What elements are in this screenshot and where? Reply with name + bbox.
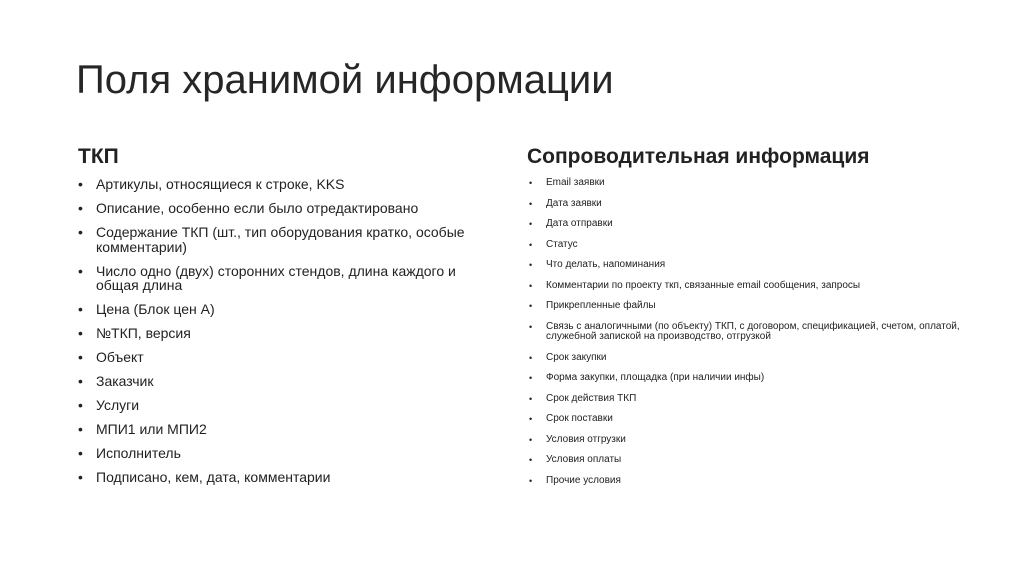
list-item: • Артикулы, относящиеся к строке, KKS xyxy=(78,177,498,192)
list-item: • Исполнитель xyxy=(78,446,498,461)
slide-title: Поля хранимой информации xyxy=(76,58,614,102)
list-item: • Прикрепленные файлы xyxy=(529,301,969,312)
list-item: • Услуги xyxy=(78,398,498,413)
list-item: • Условия оплаты xyxy=(529,455,969,466)
left-bullet-list xyxy=(78,177,498,494)
list-item: • Дата отправки xyxy=(529,219,969,230)
list-item: • Форма закупки, площадка (при наличии инфы) xyxy=(529,373,969,384)
list-item: • Срок поставки xyxy=(529,414,969,425)
right-heading: Сопроводительная информация xyxy=(527,145,870,168)
left-heading: ТКП xyxy=(78,145,119,168)
list-item: • Цена (Блок цен А) xyxy=(78,302,498,317)
list-item: • Подписано, кем, дата, комментарии xyxy=(78,470,498,485)
list-item: • Связь с аналогичными (по объекту) ТКП, с договором, спецификацией, счетом, оплатой, служебной запиской на производство, отгрузкой xyxy=(529,322,969,343)
list-item: • МПИ1 или МПИ2 xyxy=(78,422,498,437)
list-item: • Дата заявки xyxy=(529,199,969,210)
list-item: • Содержание ТКП (шт., тип оборудования кратко, особые комментарии) xyxy=(78,225,498,254)
list-item: • Срок закупки xyxy=(529,353,969,364)
list-item: • Описание, особенно если было отредактировано xyxy=(78,201,498,216)
list-item: • Условия отгрузки xyxy=(529,435,969,446)
list-item: • Число одно (двух) сторонних стендов, длина каждого и общая длина xyxy=(78,264,498,293)
list-item: • Email заявки xyxy=(529,178,969,189)
list-item: • Статус xyxy=(529,240,969,251)
list-item: • Срок действия ТКП xyxy=(529,394,969,405)
list-item: • Комментарии по проекту ткп, связанные email сообщения, запросы xyxy=(529,281,969,292)
list-item: • Заказчик xyxy=(78,374,498,389)
list-item: • №ТКП, версия xyxy=(78,326,498,341)
list-item: • Что делать, напоминания xyxy=(529,260,969,271)
list-item: • Прочие условия xyxy=(529,476,969,487)
list-item: • Объект xyxy=(78,350,498,365)
right-bullet-list xyxy=(529,178,969,496)
